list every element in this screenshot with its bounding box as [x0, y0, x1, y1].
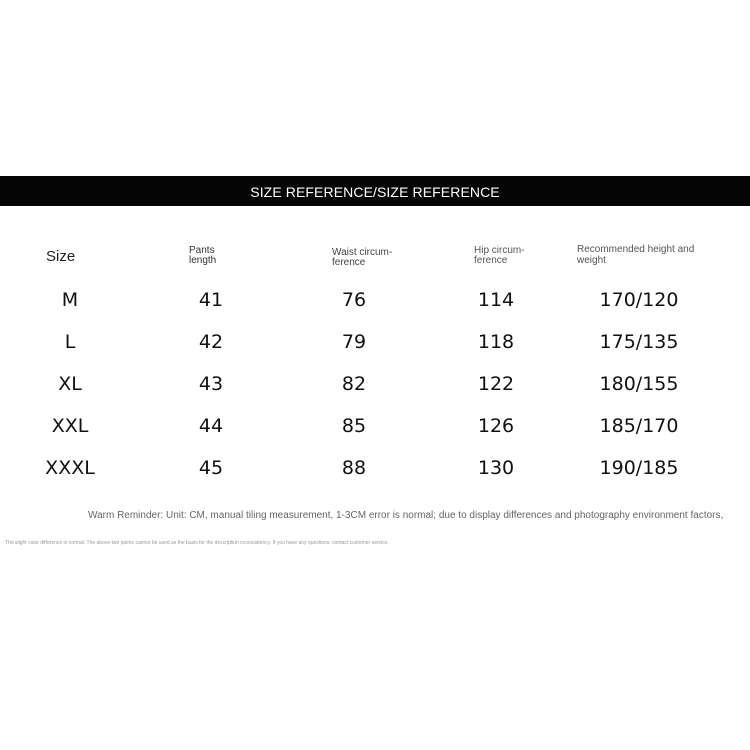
cell-size: M: [61, 289, 79, 311]
header-pants-length-line2: length: [189, 255, 217, 266]
header-hip-line2: ference: [474, 255, 508, 266]
page-title: SIZE REFERENCE/SIZE REFERENCE: [250, 184, 500, 200]
cell-recommended: 180/155: [599, 373, 679, 395]
warm-reminder-text: Warm Reminder: Unit: CM, manual tiling measurement, 1-3CM error is normal; due to display differences and photography environment factors,: [88, 510, 724, 521]
header-pants-length-line1: Pants: [189, 245, 215, 256]
cell-hip: 114: [477, 289, 515, 311]
cell-waist: 82: [341, 373, 367, 395]
header-recommended: [577, 244, 717, 266]
cell-hip: 122: [477, 373, 515, 395]
cell-size: XXXL: [45, 457, 95, 479]
cell-hip: 126: [477, 415, 515, 437]
cell-pants-length: 41: [198, 289, 224, 311]
header-waist-line2: ference: [332, 257, 366, 268]
fineprint-text: The slight color difference is normal. The above two points cannot be used as the basis for the description inconsistency. If you have any questions, contact customer service.: [5, 540, 389, 546]
cell-pants-length: 44: [198, 415, 224, 437]
cell-hip: 118: [477, 331, 515, 353]
header-size: Size: [46, 248, 76, 265]
table-row: [0, 327, 750, 357]
cell-size: XXL: [51, 415, 89, 437]
cell-recommended: 170/120: [599, 289, 679, 311]
header-recommended-line2: weight: [577, 255, 606, 266]
header-pants-length: [189, 246, 249, 266]
cell-hip: 130: [477, 457, 515, 479]
header-waist: [332, 248, 412, 268]
cell-pants-length: 45: [198, 457, 224, 479]
header-hip: [474, 246, 544, 266]
cell-recommended: 175/135: [599, 331, 679, 353]
header-hip-line1: Hip circum-: [474, 245, 525, 256]
cell-recommended: 185/170: [599, 415, 679, 437]
cell-waist: 85: [341, 415, 367, 437]
table-row: [0, 369, 750, 399]
cell-waist: 76: [341, 289, 367, 311]
cell-recommended: 190/185: [599, 457, 679, 479]
title-bar: [0, 176, 750, 206]
table-row: [0, 285, 750, 315]
header-waist-line1: Waist circum-: [332, 247, 393, 258]
cell-waist: 88: [341, 457, 367, 479]
table-row: [0, 411, 750, 441]
header-recommended-line1: Recommended height and: [577, 244, 695, 255]
table-row: [0, 453, 750, 483]
cell-size: XL: [58, 373, 82, 395]
cell-pants-length: 43: [198, 373, 224, 395]
cell-pants-length: 42: [198, 331, 224, 353]
cell-waist: 79: [341, 331, 367, 353]
cell-size: L: [64, 331, 76, 353]
